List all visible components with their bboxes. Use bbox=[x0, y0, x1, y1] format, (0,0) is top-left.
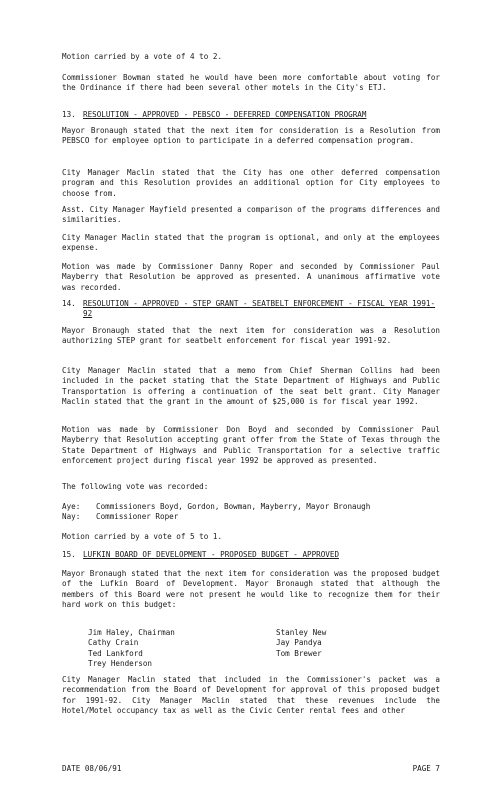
item-13-paragraph-2: City Manager Maclin stated that the City has one other deferred compensation program and this Resolution provides an additional option for City employees to choose from. bbox=[62, 168, 440, 198]
board-member: Ted Lankford bbox=[88, 648, 143, 658]
board-members-left bbox=[88, 628, 276, 670]
roll-call bbox=[62, 502, 440, 523]
board-members bbox=[62, 628, 466, 670]
item-13-paragraph-1: Mayor Bronaugh stated that the next item for consideration is a Resolution from PEBSCO for employee option to participate in a deferred compensation program. bbox=[62, 126, 440, 146]
aye-row bbox=[62, 502, 440, 512]
nay-label: Nay: bbox=[62, 512, 81, 522]
item-14-motion: Motion was made by Commissioner Don Boyd and seconded by Commissioner Paul Mayberry that Resolution accepting grant offer from the State of Texas through the State Department of Highways and Public Transportation for a selective traffic enforcement project during fiscal year 1992 be approved as presented. bbox=[62, 425, 440, 466]
bowman-statement: Commissioner Bowman stated he would have been more comfortable about voting for the Ordinance if there had been several other motels in the City's ETJ. bbox=[62, 73, 440, 93]
item-15-title: LUFKIN BOARD OF DEVELOPMENT - PROPOSED BUDGET - APPROVED bbox=[83, 550, 340, 559]
vote-intro: The following vote was recorded: bbox=[62, 482, 209, 491]
nay-names: Commissioner Roper bbox=[96, 512, 179, 522]
item-15-paragraph-2: City Manager Maclin stated that included in the Commissioner's packet was a recommendation from the Board of Development for approval of this proposed budget for 1991-92. City Manager Maclin stated that these revenues include the Hotel/Motel occupancy tax as well as the Civic Center rental fees and other bbox=[62, 675, 440, 716]
item-13-number: 13. bbox=[62, 110, 76, 119]
item-15-number: 15. bbox=[62, 550, 76, 559]
board-member: Trey Henderson bbox=[88, 659, 153, 669]
footer-date: DATE 08/06/91 bbox=[62, 764, 122, 773]
board-members-right bbox=[276, 628, 396, 670]
footer-page-number: PAGE 7 bbox=[412, 764, 440, 773]
item-15-paragraph-1: Mayor Bronaugh stated that the next item for consideration was the proposed budget of the Lufkin Board of Development. Mayor Bronaugh stated that although the members of this Board were not present he would like to recognize them for their hard work on this budget: bbox=[62, 569, 440, 610]
board-member: Stanley New bbox=[276, 628, 327, 637]
item-14-paragraph-1: Mayor Bronaugh stated that the next item for consideration was a Resolution authorizing STEP grant for seatbelt enforcement for fiscal year 1991-92. bbox=[62, 326, 440, 346]
item-13-heading bbox=[62, 110, 440, 120]
motion-result-2: Motion carried by a vote of 5 to 1. bbox=[62, 532, 223, 541]
item-13-paragraph-3: Asst. City Manager Mayfield presented a comparison of the programs differences and similarities. bbox=[62, 205, 440, 225]
aye-names: Commissioners Boyd, Gordon, Bowman, Mayberry, Mayor Bronaugh bbox=[96, 502, 371, 511]
board-member: Jay Pandya bbox=[276, 638, 322, 648]
board-member: Jim Haley, Chairman bbox=[88, 628, 175, 637]
aye-label: Aye: bbox=[62, 502, 81, 511]
board-member: Tom Brewer bbox=[276, 648, 322, 658]
item-13-paragraph-4: City Manager Maclin stated that the program is optional, and only at the employees expense. bbox=[62, 233, 440, 253]
nay-row bbox=[62, 512, 440, 522]
board-member: Cathy Crain bbox=[88, 638, 139, 648]
item-15-heading bbox=[62, 550, 440, 560]
item-13-motion: Motion was made by Commissioner Danny Roper and seconded by Commissioner Paul Mayberry that Resolution be approved as presented. A unanimous affirmative vote was recorded. bbox=[62, 262, 440, 292]
item-14-heading bbox=[62, 299, 440, 320]
page-footer bbox=[62, 764, 440, 774]
motion-result: Motion carried by a vote of 4 to 2. bbox=[62, 52, 223, 61]
item-13-title: RESOLUTION - APPROVED - PEBSCO - DEFERRED COMPENSATION PROGRAM bbox=[83, 110, 367, 119]
item-14-number: 14. bbox=[62, 299, 76, 308]
item-14-paragraph-2: City Manager Maclin stated that a memo from Chief Sherman Collins had been included in the packet stating that the State Department of Highways and Public Transportation is offering a continuation of the seat belt grant. City Manager Maclin stated that the grant in the amount of $25,000 is for fiscal year 1992. bbox=[62, 366, 440, 407]
item-14-title: RESOLUTION - APPROVED - STEP GRANT - SEATBELT ENFORCEMENT - FISCAL YEAR 1991-92 bbox=[83, 299, 436, 319]
